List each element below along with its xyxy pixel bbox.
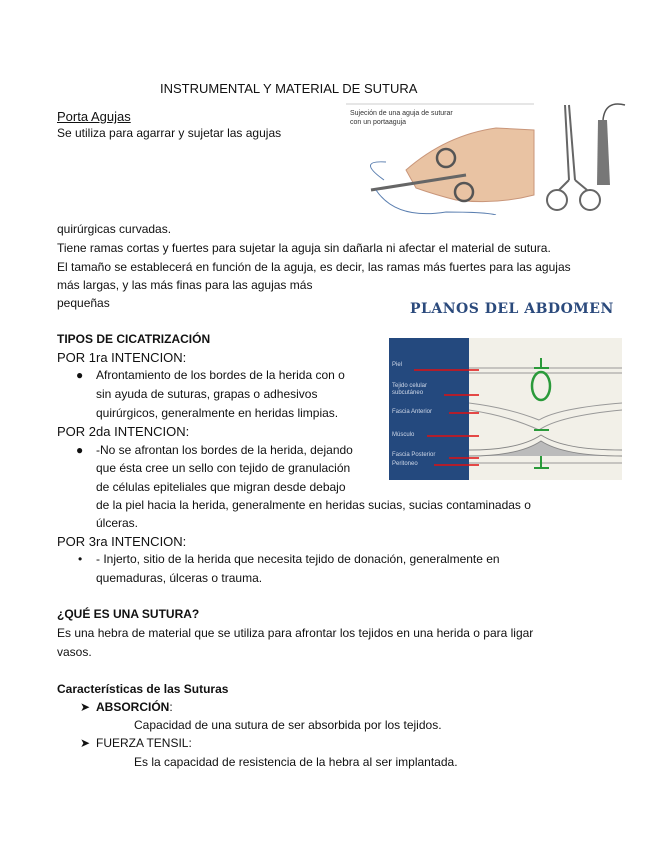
text-line: vasos. [57, 645, 92, 659]
planos-title: PLANOS DEL ABDOMEN [410, 301, 614, 317]
absorcion-term: ABSORCIÓN [96, 700, 170, 714]
primera-intencion-label: POR 1ra INTENCION: [57, 350, 187, 365]
absorcion-label [96, 700, 173, 715]
page-title: INSTRUMENTAL Y MATERIAL DE SUTURA [160, 81, 418, 96]
text-line: -No se afrontan los bordes de la herida, dejando [96, 443, 353, 457]
plane-label: Peritoneo [392, 461, 418, 467]
text-line: pequeñas [57, 296, 110, 310]
text-line: El tamaño se establecerá en función de la aguja, es decir, las ramas más fuertes para las agujas [57, 260, 571, 274]
needle-holder-instrument-image [535, 100, 630, 215]
colon: : [169, 700, 173, 714]
text-line: quirúrgicas curvadas. [57, 222, 172, 236]
fuerza-tensil-desc: Es la capacidad de resistencia de la hebra al ser implantada. [134, 755, 458, 769]
tercera-intencion-label: POR 3ra INTENCION: [57, 534, 187, 549]
text-line: Es una hebra de material que se utiliza para afrontar los tejidos en una herida o para ligar [57, 626, 534, 640]
text-line: más largas, y las más finas para las agujas más [57, 278, 313, 292]
figure-caption: Sujeción de una aguja de suturar con un portaaguja [350, 110, 453, 126]
bullet-icon: • [78, 552, 83, 566]
text-line: úlceras. [96, 516, 139, 530]
text-line: quirúrgicos, generalmente en heridas limpias. [96, 406, 339, 420]
plane-label: Tejido celular subcutáneo [392, 383, 428, 396]
text-line: sin ayuda de suturas, grapas o adhesivos [96, 387, 318, 401]
text-line: Tiene ramas cortas y fuertes para sujetar la aguja sin dañarla ni afectar el material de sutura. [57, 241, 551, 255]
bullet-icon: ● [76, 368, 84, 382]
text-line: Afrontamiento de los bordes de la herida con o [96, 368, 345, 382]
porta-agujas-heading: Porta Agujas [57, 109, 131, 124]
text-line: quemaduras, úlceras o trauma. [96, 571, 263, 585]
needle-holder-hand-image [346, 100, 536, 215]
caracteristicas-heading: Características de las Suturas [57, 682, 229, 696]
plane-label: Músculo [392, 432, 415, 438]
plane-label: Fascia Posterior [392, 452, 436, 458]
text-line: - Injerto, sitio de la herida que necesita tejido de donación, generalmente en [96, 552, 500, 566]
sutura-heading: ¿QUÉ ES UNA SUTURA? [57, 607, 200, 621]
absorcion-desc: Capacidad de una sutura de ser absorbida por los tejidos. [134, 718, 442, 732]
arrow-bullet-icon: ➤ [80, 736, 91, 750]
cicatrizacion-heading: TIPOS DE CICATRIZACIÓN [57, 332, 211, 346]
text-line: de la piel hacia la herida, generalmente en heridas sucias, sucias contaminadas o [96, 498, 531, 512]
bullet-icon: ● [76, 443, 84, 457]
fuerza-tensil-label: FUERZA TENSIL: [96, 736, 192, 750]
text-line: Se utiliza para agarrar y sujetar las agujas [57, 126, 282, 140]
abdomen-planes-diagram [389, 338, 622, 480]
arrow-bullet-icon: ➤ [80, 700, 91, 714]
text-line: de células epiteliales que migran desde debajo [96, 480, 346, 494]
plane-label: Fascia Anterior [392, 409, 433, 415]
text-line: que ésta cree un sello con tejido de granulación [96, 461, 351, 475]
plane-label: Piel [392, 362, 403, 368]
segunda-intencion-label: POR 2da INTENCION: [57, 424, 190, 439]
